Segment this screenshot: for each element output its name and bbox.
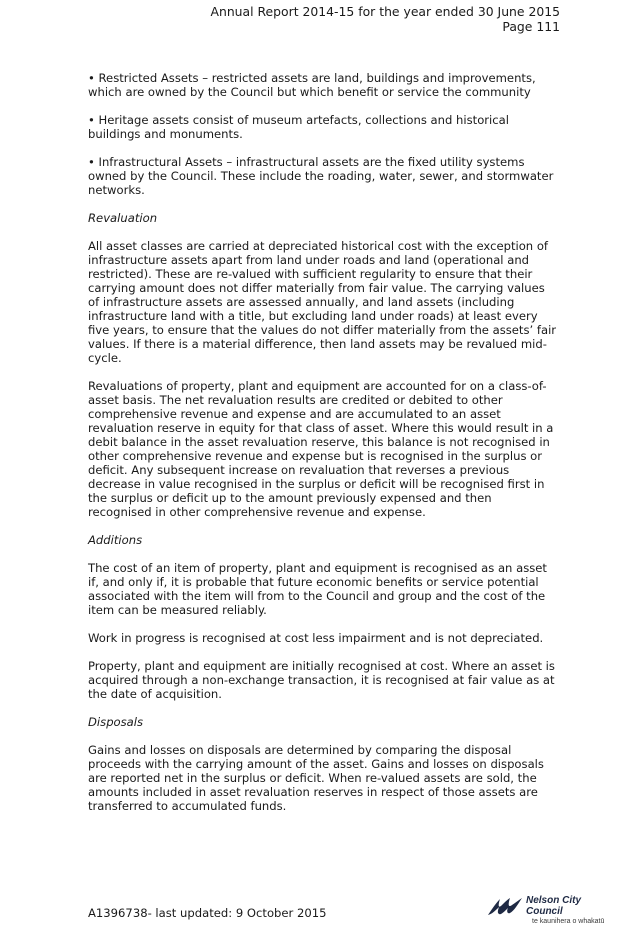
- heading-disposals: Disposals: [88, 715, 144, 729]
- report-title: Annual Report 2014-15 for the year ended 30 June 2015: [210, 4, 560, 19]
- paragraph-disposals: Gains and losses on disposals are determined by comparing the disposal proceeds with the carrying amount of the asset. Gains and losses on disposals are reported net in the surplus or deficit. When re-valued assets are sold, the amounts included in asset revaluation reserves in respect of those assets are transferred to accumulated funds.: [88, 743, 544, 813]
- logo-subtitle: te kaunihera o whakatū: [532, 918, 605, 925]
- page-number: Page 111: [502, 19, 560, 34]
- heading-revaluation: Revaluation: [88, 211, 158, 225]
- nelson-city-council-logo: [486, 891, 616, 925]
- paragraph-additions-1: The cost of an item of property, plant and equipment is recognised as an asset if, and only if, it is probable that future economic benefits or service potential associated with the item will from to the Council and group and the cost of the item can be measured reliably.: [88, 561, 547, 617]
- page-header: [211, 4, 561, 34]
- paragraph-revaluation-1: All asset classes are carried at depreciated historical cost with the exception of infrastructure assets apart from land under roads and land (operational and restricted). These are re-valued with sufficient regularity to ensure that their carrying amount does not differ materially from fair value. The carrying values of infrastructure assets are assessed annually, and land assets (including infrastructure land with a title, but excluding land under roads) at least every five years, to ensure that the values do not differ materially from the assets’ fair values. If there is a material difference, then land assets may be revalued mid-cycle.: [88, 239, 557, 365]
- body-content: [88, 71, 558, 827]
- heading-additions: Additions: [88, 533, 143, 547]
- paragraph-additions-3: Property, plant and equipment are initially recognised at cost. Where an asset is acquired through a non-exchange transaction, it is recognised at fair value as at the date of acquisition.: [88, 659, 555, 701]
- nelson-swoosh-logo-icon: [486, 895, 524, 917]
- logo-title: Nelson City Council: [526, 895, 582, 917]
- paragraph-infrastructural-assets: • Infrastructural Assets – infrastructural assets are the fixed utility systems owned by the Council. These include the roading, water, sewer, and stormwater networks.: [88, 155, 554, 197]
- page-footer: A1396738- last updated: 9 October 2015: [88, 906, 327, 920]
- paragraph-heritage-assets: • Heritage assets consist of museum artefacts, collections and historical buildings and monuments.: [88, 113, 509, 141]
- paragraph-additions-2: Work in progress is recognised at cost less impairment and is not depreciated.: [88, 631, 544, 645]
- paragraph-revaluation-2: Revaluations of property, plant and equipment are accounted for on a class-of-asset basis. The net revaluation results are credited or debited to other comprehensive revenue and expense and are accumulated to an asset revaluation reserve in equity for that class of asset. Where this would result in a debit balance in the asset revaluation reserve, this balance is not recognised in other comprehensive revenue and expense but is recognised in the surplus or deficit. Any subsequent increase on revaluation that reverses a previous decrease in value recognised in the surplus or deficit will be recognised first in the surplus or deficit up to the amount previously expensed and then recognised in other comprehensive revenue and expense.: [88, 379, 554, 519]
- paragraph-restricted-assets: • Restricted Assets – restricted assets are land, buildings and improvements, which are owned by the Council but which benefit or service the community: [88, 71, 536, 99]
